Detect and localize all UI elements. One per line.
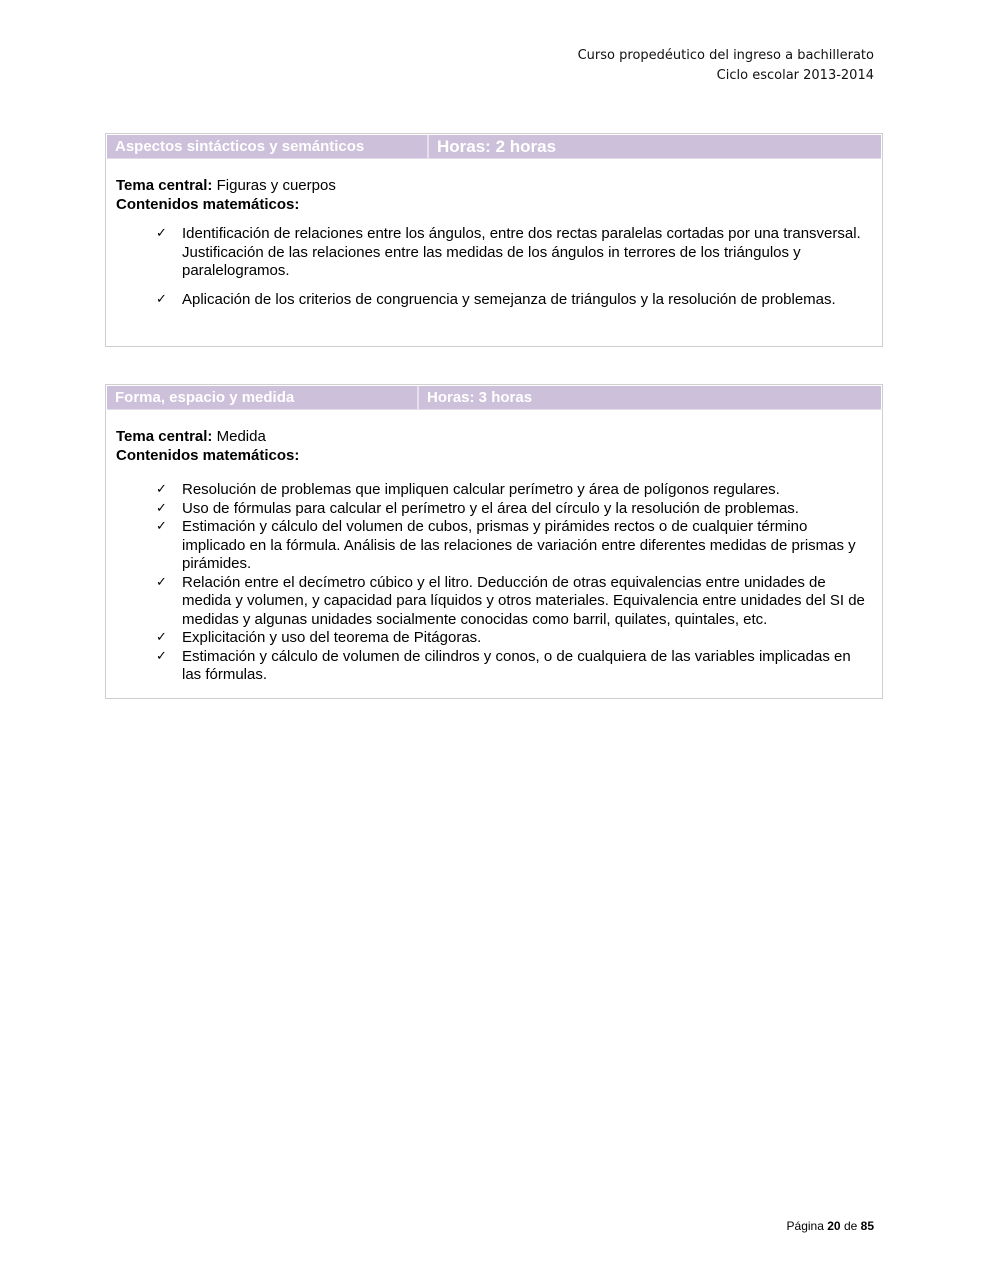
list-item bbox=[156, 518, 872, 574]
page-header bbox=[578, 46, 874, 86]
block-1-body bbox=[106, 160, 882, 309]
check-icon: ✓ bbox=[156, 574, 167, 590]
content-block-2 bbox=[105, 384, 883, 699]
list-item-text: Relación entre el decímetro cúbico y el litro. Deducción de otras equivalencias entre unidades de medida y volumen, y capacidad para líquidos y otros materiales. Equivalencia entre unidades del SI de medidas y algunas unidades socialmente conocidas como barril, quilates, quintales, etc. bbox=[182, 573, 865, 628]
list-item-text: Explicitación y uso del teorema de Pitágoras. bbox=[182, 629, 482, 646]
block-1-hours: Horas: 2 horas bbox=[437, 137, 557, 156]
list-item bbox=[156, 629, 872, 648]
block-2-hours: Horas: 3 horas bbox=[427, 389, 533, 406]
list-item-text: Resolución de problemas que impliquen calcular perímetro y área de polígonos regulares. bbox=[182, 481, 780, 498]
list-item-text: Aplicación de los criterios de congruencia y semejanza de triángulos y la resolución de problemas. bbox=[182, 290, 836, 308]
list-item bbox=[156, 574, 872, 630]
header-school-year: Ciclo escolar 2013-2014 bbox=[716, 68, 874, 83]
block-1-list bbox=[116, 225, 872, 309]
block-2-body bbox=[106, 411, 882, 685]
page-footer bbox=[787, 1219, 874, 1233]
header-course-title: Curso propedéutico del ingreso a bachillerato bbox=[577, 48, 874, 63]
tema-label: Tema central: bbox=[116, 428, 213, 445]
check-icon: ✓ bbox=[156, 519, 167, 534]
page-word: Página bbox=[786, 1219, 824, 1233]
block-1-tema bbox=[116, 177, 872, 196]
check-icon: ✓ bbox=[156, 648, 167, 664]
tema-value: Figuras y cuerpos bbox=[212, 177, 336, 194]
list-item-text: Uso de fórmulas para calcular el perímetro y el área del círculo y la resolución de problemas. bbox=[182, 499, 799, 517]
check-icon: ✓ bbox=[156, 291, 167, 307]
of-word: de bbox=[843, 1219, 858, 1233]
check-icon: ✓ bbox=[156, 226, 167, 241]
list-item bbox=[156, 500, 872, 519]
block-2-title: Forma, espacio y medida bbox=[107, 386, 419, 409]
tema-label: Tema central: bbox=[116, 177, 213, 194]
check-icon: ✓ bbox=[156, 500, 167, 516]
list-item-text: Estimación y cálculo de volumen de cilindros y conos, o de cualquiera de las variables implicadas en las fórmulas. bbox=[182, 647, 851, 683]
list-item-text: Estimación y cálculo del volumen de cubos, prismas y pirámides rectos o de cualquier término implicado en la fórmula. Análisis de las relaciones de variación entre diferentes medidas de prismas y pirámides. bbox=[182, 518, 856, 572]
check-icon: ✓ bbox=[156, 630, 167, 645]
block-1-title: Aspectos sintácticos y semánticos bbox=[107, 135, 429, 158]
page-total: 85 bbox=[860, 1219, 874, 1233]
content-block-1 bbox=[105, 133, 883, 347]
block-2-header bbox=[107, 386, 881, 410]
contenidos-label: Contenidos matemáticos: bbox=[116, 446, 300, 464]
list-item bbox=[156, 648, 872, 685]
check-icon: ✓ bbox=[156, 482, 167, 497]
block-1-header bbox=[107, 135, 881, 159]
list-item bbox=[156, 291, 872, 310]
contenidos-label: Contenidos matemáticos: bbox=[116, 195, 300, 213]
tema-value: Medida bbox=[212, 428, 266, 445]
block-2-list bbox=[116, 481, 872, 685]
list-item bbox=[156, 225, 872, 281]
block-2-tema bbox=[116, 428, 872, 447]
page-number: 20 bbox=[827, 1219, 841, 1233]
list-item-text: Identificación de relaciones entre los ángulos, entre dos rectas paralelas cortadas por una transversal. Justificación de las relaciones entre las medidas de los ángulos in terrores de los triángulos y paralelogramos. bbox=[182, 225, 861, 279]
list-item bbox=[156, 481, 872, 500]
